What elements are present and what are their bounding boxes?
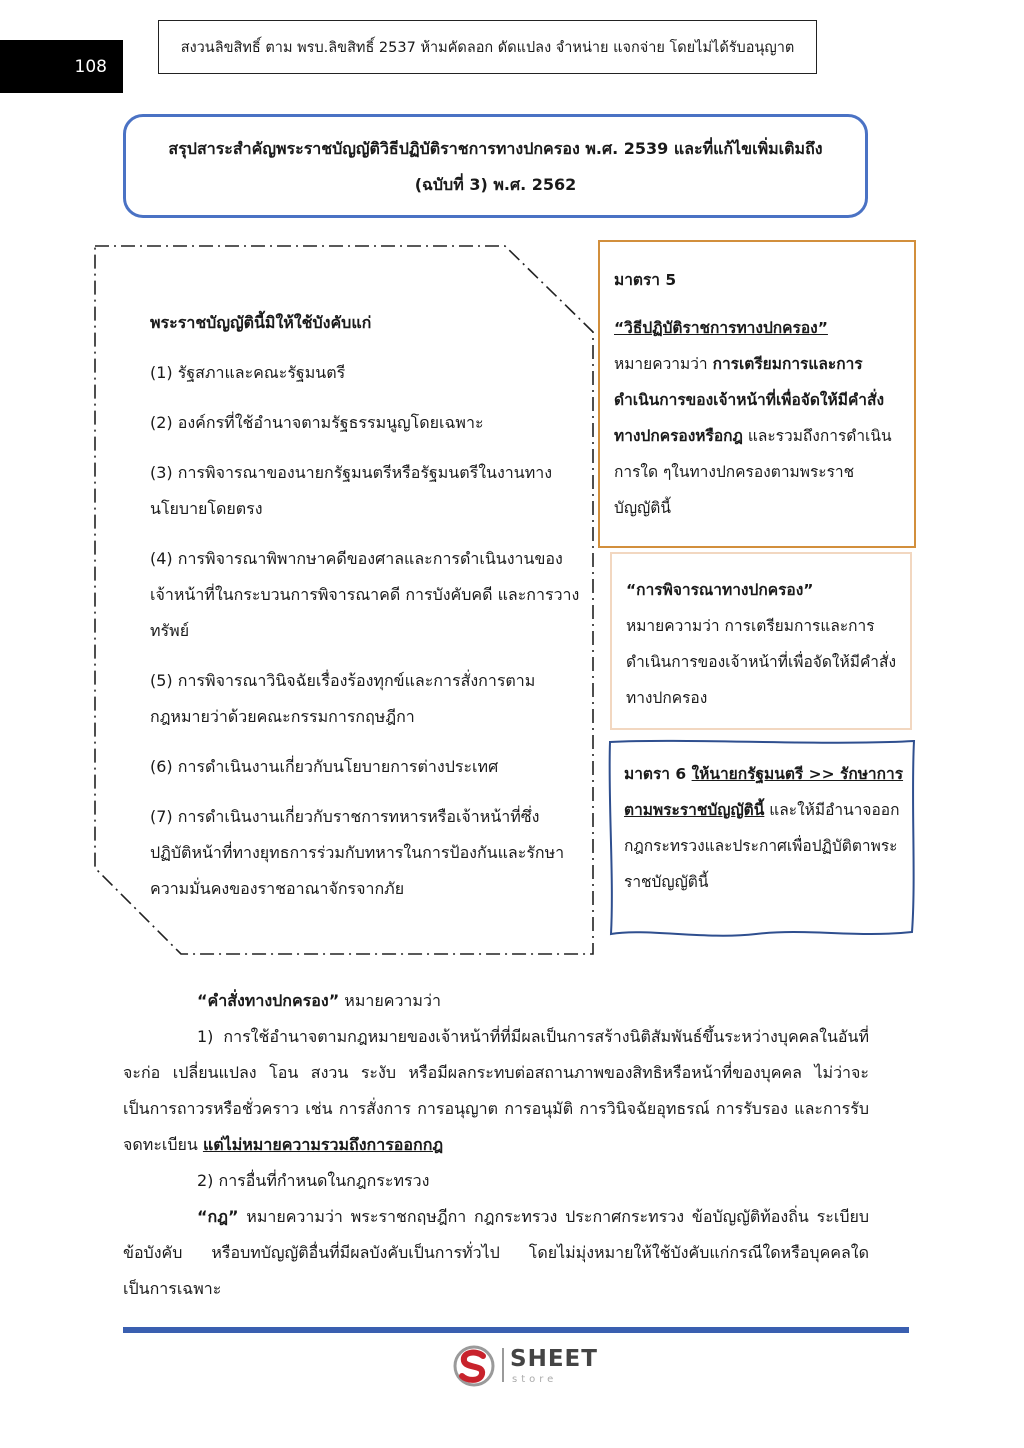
exclusion-item: (6) การดำเนินงานเกี่ยวกับนโยบายการต่างประเทศ [150,757,499,776]
definitions-body [123,983,869,1307]
section-5-term: “วิธีปฏิบัติราชการทางปกครอง” [614,319,828,337]
footer-rule [123,1327,909,1333]
copyright-notice: สงวนลิขสิทธิ์ ตาม พรบ.ลิขสิทธิ์ 2537 ห้ามคัดลอก ดัดแปลง จำหน่าย แจกจ่าย โดยไม่ได้รับอนุญาต [158,20,817,74]
admin-order-term: “คำสั่งทางปกครอง” [197,991,340,1010]
exclusion-item: (1) รัฐสภาและคณะรัฐมนตรี [150,363,346,382]
admin-order-item-1-bold: แต่ไม่หมายความรวมถึงการออกกฎ [202,1135,444,1154]
title-line-2: (ฉบับที่ 3) พ.ศ. 2562 [414,175,577,194]
rule-definition [123,1199,869,1307]
admin-order-term-suffix: หมายความว่า [339,991,441,1010]
title-line-1: สรุปสาระสำคัญพระราชบัญญัติวิธีปฏิบัติราชการทางปกครอง พ.ศ. 2539 และที่แก้ไขเพิ่มเติมถึง [168,139,823,158]
admin-consideration-definition: หมายความว่า การเตรียมการและการดำเนินการของเจ้าหน้าที่เพื่อจัดให้มีคำสั่งทางปกครอง [626,617,897,707]
exclusions-list [150,305,580,921]
admin-consideration-term: “การพิจารณาทางปกครอง” [626,581,814,599]
section-5-heading: มาตรา 5 [614,271,677,289]
logo-divider [502,1348,504,1382]
summary-title-box [123,114,868,218]
rule-term: “กฎ” [197,1207,239,1226]
section-6-content [624,756,910,900]
exclusion-item: (2) องค์กรที่ใช้อำนาจตามรัฐธรรมนูญโดยเฉพาะ [150,413,484,432]
sheet-store-logo [452,1344,602,1388]
section-5-bold: การเตรียมการและการดำเนินการของเจ้าหน้าที่เพื่อจัดให้มีคำสั่งทางปกครองหรือกฎ [614,355,885,445]
rule-definition-text: หมายความว่า พระราชกฤษฎีกา กฎกระทรวง ประกาศกระทรวง ข้อบัญญัติท้องถิ่น ระเบียบ ข้อบังคับ หรือบทบัญญัติอื่นที่มีผลบังคับเป็นการทั่วไป โดยไม่มุ่งหมายให้ใช้บังคับแก่กรณีใดหรือบุคคลใดเป็นการเฉพาะ [123,1207,869,1298]
section-5-definition [614,346,900,526]
section-6-suffix: และให้มีอำนาจออกกฎกระทรวงและประกาศเพื่อปฏิบัติตาพระราชบัญญัตินี้ [624,801,900,891]
exclusions-heading: พระราชบัญญัตินี้มิให้ใช้บังคับแก่ [150,313,372,332]
exclusion-item: (4) การพิจารณาพิพากษาคดีของศาลและการดำเนินงานของเจ้าหน้าที่ในกระบวนการพิจารณาคดี การบังคับคดี และการวางทรัพย์ [150,549,580,640]
logo-sub: store [512,1374,558,1385]
exclusion-item: (3) การพิจารณาของนายกรัฐมนตรีหรือรัฐมนตรีในงานทางนโยบายโดยตรง [150,463,553,518]
admin-order-heading [123,983,869,1019]
exclusion-item: (5) การพิจารณาวินิจฉัยเรื่องร้องทุกข์และการสั่งการตามกฎหมายว่าด้วยคณะกรรมการกฤษฎีกา [150,671,536,726]
section-5-box [598,240,916,548]
section-5-prefix: หมายความว่า [614,355,713,373]
admin-order-item-1-text: 1) การใช้อำนาจตามกฎหมายของเจ้าหน้าที่ที่มีผลเป็นการสร้างนิติสัมพันธ์ขึ้นระหว่างบุคคลในอันที่จะก่อ เปลี่ยนแปลง โอน สงวน ระงับ หรือมีผลกระทบต่อสถานภาพของสิทธิหรือหน้าที่ของบุคคล ไม่ว่าจะเป็นการถาวรหรือชั่วคราว เช่น การสั่งการ การอนุญาต การอนุมัติ การวินิจฉัยอุทธรณ์ การรับรอง และการรับจดทะเบียน [123,1027,869,1154]
logo-brand: SHEET [510,1346,598,1372]
exclusion-item: (7) การดำเนินงานเกี่ยวกับราชการทหารหรือเจ้าหน้าที่ซึ่งปฏิบัติหน้าที่ทางยุทธการร่วมกับทหารในการป้องกันและรักษาความมั่นคงของราชอาณาจักรจากภัย [150,807,565,898]
admin-consideration-box [610,552,912,730]
section-5-suffix: และรวมถึงการดำเนินการใด ๆในทางปกครองตามพระราชบัญญัตินี้ [614,427,892,517]
page-number: 108 [0,40,123,93]
admin-order-item-1 [123,1019,869,1163]
logo-s-icon [452,1344,496,1388]
section-6-bold: ให้นายกรัฐมนตรี >> รักษาการตามพระราชบัญญัตินี้ [624,765,904,819]
section-6-heading: มาตรา 6 [624,765,692,783]
admin-order-item-2: 2) การอื่นที่กำหนดในกฎกระทรวง [197,1171,430,1190]
